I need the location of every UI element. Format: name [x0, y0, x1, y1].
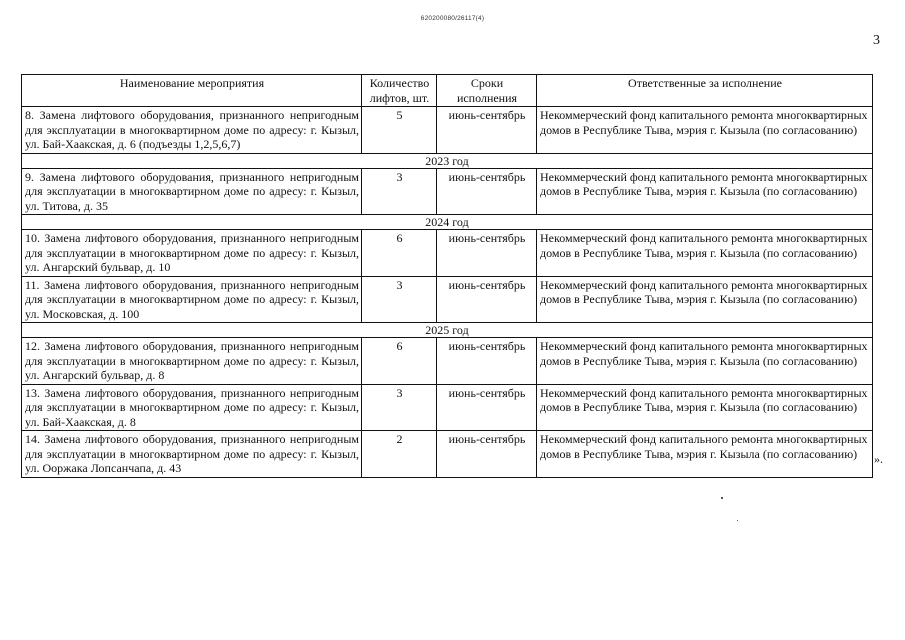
cell-resp: Некоммерческий фонд капитального ремонта многоквартирных домов в Республике Тыва, мэрия г. Кызыла (по согласованию) [537, 384, 873, 431]
cell-qty: 5 [362, 107, 437, 154]
year-row [22, 215, 873, 230]
cell-term: июнь-сентябрь [437, 230, 537, 277]
cell-qty: 3 [362, 276, 437, 323]
cell-name: 8. Замена лифтового оборудования, признанного непригодным для эксплуатации в многоквартирном доме по адресу: г. Кызыл, ул. Бай-Хаакская, д. 6 (подъезды 1,2,5,6,7) [22, 107, 362, 154]
cell-name: 10. Замена лифтового оборудования, признанного непригодным для эксплуатации в многоквартирном доме по адресу: г. Кызыл, ул. Ангарский бульвар, д. 10 [22, 230, 362, 277]
closing-quote-mark: ». [874, 452, 883, 466]
scan-speck [721, 497, 723, 499]
header-name: Наименование мероприятия [22, 75, 362, 107]
cell-term: июнь-сентябрь [437, 338, 537, 385]
cell-resp: Некоммерческий фонд капитального ремонта многоквартирных домов в Республике Тыва, мэрия г. Кызыла (по согласованию) [537, 431, 873, 478]
cell-name: 12. Замена лифтового оборудования, признанного непригодным для эксплуатации в многоквартирном доме по адресу: г. Кызыл, ул. Ангарский бульвар, д. 8 [22, 338, 362, 385]
cell-qty: 6 [362, 338, 437, 385]
cell-qty: 2 [362, 431, 437, 478]
header-resp: Ответственные за исполнение [537, 75, 873, 107]
cell-qty: 3 [362, 168, 437, 215]
table-body [22, 107, 873, 478]
cell-qty: 6 [362, 230, 437, 277]
table-row [22, 276, 873, 323]
header-qty: Количество лифтов, шт. [362, 75, 437, 107]
cell-resp: Некоммерческий фонд капитального ремонта многоквартирных домов в Республике Тыва, мэрия г. Кызыла (по согласованию) [537, 276, 873, 323]
year-label: 2025 год [22, 323, 873, 338]
header-term: Сроки исполнения [437, 75, 537, 107]
cell-qty: 3 [362, 384, 437, 431]
year-label: 2023 год [22, 153, 873, 168]
document-registration-code: 620200080/26117(4) [420, 15, 485, 22]
table-row [22, 230, 873, 277]
cell-name: 14. Замена лифтового оборудования, признанного непригодным для эксплуатации в многоквартирном доме по адресу: г. Кызыл, ул. Ооржака Лопсанчапа, д. 43 [22, 431, 362, 478]
year-label: 2024 год [22, 215, 873, 230]
cell-resp: Некоммерческий фонд капитального ремонта многоквартирных домов в Республике Тыва, мэрия г. Кызыла (по согласованию) [537, 338, 873, 385]
table-row [22, 107, 873, 154]
scan-speck [737, 520, 738, 521]
cell-term: июнь-сентябрь [437, 168, 537, 215]
table-row [22, 168, 873, 215]
table-row [22, 431, 873, 478]
cell-name: 13. Замена лифтового оборудования, признанного непригодным для эксплуатации в многоквартирном доме по адресу: г. Кызыл, ул. Бай-Хаакская, д. 8 [22, 384, 362, 431]
table-row [22, 384, 873, 431]
year-row [22, 153, 873, 168]
cell-name: 9. Замена лифтового оборудования, признанного непригодным для эксплуатации в многоквартирном доме по адресу: г. Кызыл, ул. Титова, д. 35 [22, 168, 362, 215]
cell-term: июнь-сентябрь [437, 431, 537, 478]
table-header-row [22, 75, 873, 107]
cell-term: июнь-сентябрь [437, 384, 537, 431]
cell-name: 11. Замена лифтового оборудования, признанного непригодным для эксплуатации в многоквартирном доме по адресу: г. Кызыл, ул. Московская, д. 100 [22, 276, 362, 323]
cell-resp: Некоммерческий фонд капитального ремонта многоквартирных домов в Республике Тыва, мэрия г. Кызыла (по согласованию) [537, 230, 873, 277]
cell-resp: Некоммерческий фонд капитального ремонта многоквартирных домов в Республике Тыва, мэрия г. Кызыла (по согласованию) [537, 107, 873, 154]
year-row [22, 323, 873, 338]
cell-resp: Некоммерческий фонд капитального ремонта многоквартирных домов в Республике Тыва, мэрия г. Кызыла (по согласованию) [537, 168, 873, 215]
table-row [22, 338, 873, 385]
cell-term: июнь-сентябрь [437, 276, 537, 323]
cell-term: июнь-сентябрь [437, 107, 537, 154]
events-table [21, 74, 873, 478]
page-number: 3 [873, 33, 880, 48]
